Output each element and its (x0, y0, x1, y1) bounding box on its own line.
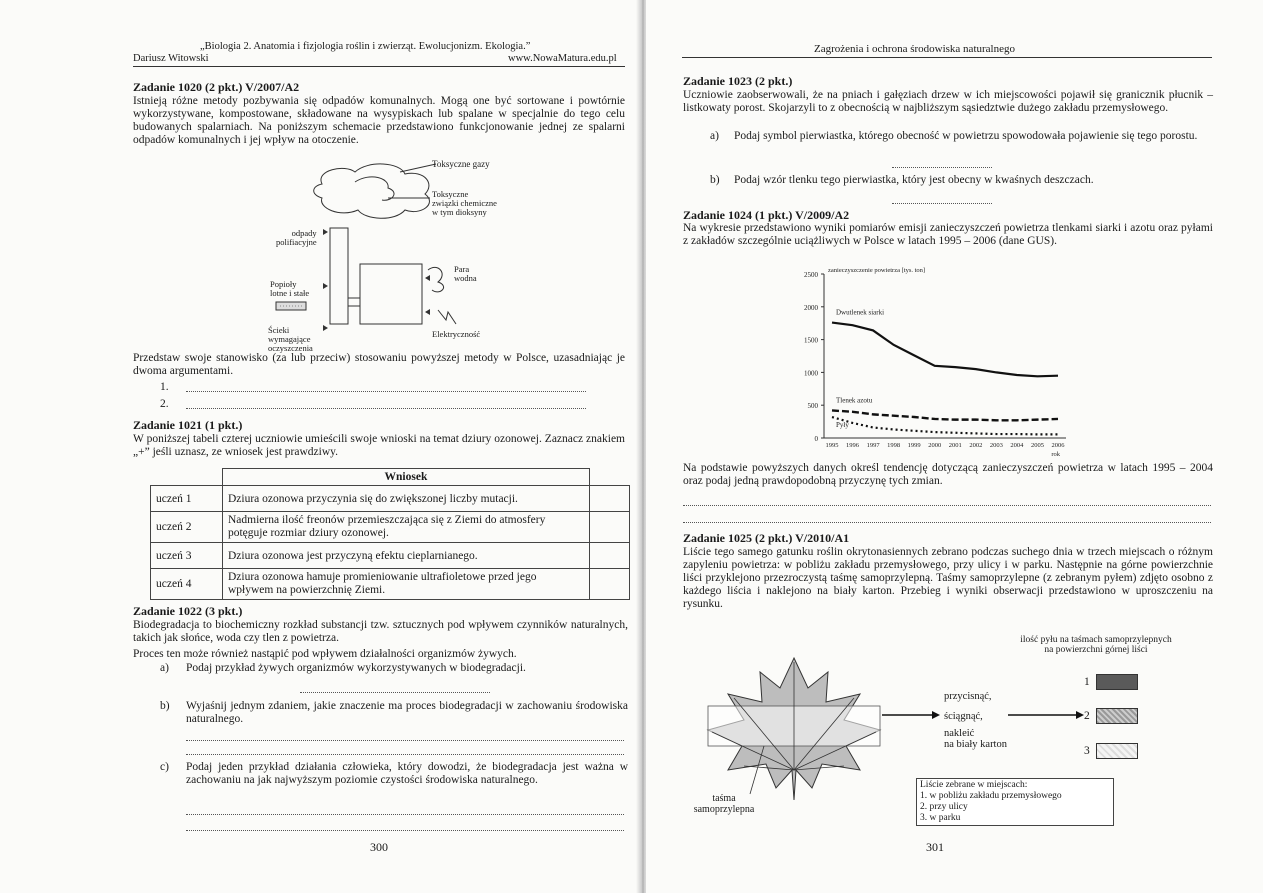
label-toxic-chemicals: Toksyczne związki chemiczne w tym dioksyny (432, 189, 497, 217)
z1022-a-answer[interactable] (300, 682, 490, 693)
z1022-a-label: a) (160, 662, 169, 674)
z1023-b-label: b) (710, 174, 720, 186)
table-row (151, 569, 630, 600)
z1022-b: Wyjaśnij jednym zdaniem, jakie znaczenie ma proces biodegradacji w zachowaniu środowiska naturalnego. (186, 700, 628, 725)
dust-strip-1 (1096, 674, 1138, 690)
z1023-a-label: a) (710, 130, 719, 142)
mark-cell[interactable] (589, 486, 629, 512)
step-glue: nakleić na biały karton (944, 728, 1007, 750)
z1024-answer-1[interactable] (683, 495, 1211, 506)
strip-label-3: 3 (1084, 745, 1090, 757)
series-line-0 (832, 323, 1058, 377)
z1022-c-answer-1[interactable] (186, 804, 624, 815)
x-tick-label: 2004 (1010, 442, 1024, 449)
step-press: przycisnąć, (944, 691, 992, 702)
table-row (151, 512, 630, 543)
left-header-author: Dariusz Witowski (133, 53, 209, 64)
y-tick-label: 1000 (804, 369, 818, 378)
y-tick-label: 0 (814, 435, 818, 443)
furnace-icon (360, 264, 422, 324)
series-label: Tlenek azotu (836, 396, 873, 405)
strip-label-2: 2 (1084, 710, 1090, 722)
y-tick-label: 2500 (804, 271, 818, 279)
series-line-1 (832, 410, 1058, 420)
table-row (151, 486, 630, 512)
series-label: Dwutlenek siarki (836, 308, 885, 317)
z1020-answer-1-label: 1. (160, 381, 169, 393)
z1025-intro: Liście tego samego gatunku roślin okrytonasiennych zebrano podczas suchego dnia w trzech miejscach o różnym zapyleniu powietrza: w pobliżu zakładu przemysłowego, przy ulicy i w parku. Następnie na górne powierzchnie liści przyklejono przezroczystą taśmę samoprzylepną. Taśmy samoprzylepne (z zebranym pyłem) zdjęto osobno z każdego liścia i naklejono na biały karton. Przebieg i wyniki obserwacji przedstawiono w uproszczeniu na rysunku. (683, 546, 1213, 610)
student-cell: uczeń 4 (151, 569, 223, 600)
legend-item: 2. przy ulicy (920, 802, 968, 812)
left-header-url: www.NowaMatura.edu.pl (508, 53, 617, 64)
z1021-intro: W poniższej tabeli czterej uczniowie umieścili swoje wnioski na temat dziury ozonowej. Zaznacz znakiem „+” jeśli uznasz, ze wniosek jest prawdziwy. (133, 433, 625, 458)
y-tick-label: 2000 (804, 303, 818, 312)
location-legend (916, 778, 1114, 826)
emission-chart (776, 262, 1076, 458)
label-toxic-gases: Toksyczne gazy (432, 159, 490, 169)
label-sewage: Ścieki wymagające oczyszczenia (268, 325, 313, 353)
label-ash: Popioły lotne i stałe (270, 279, 310, 298)
maple-leaf-icon (704, 654, 884, 804)
arrow-right-icon (1008, 708, 1086, 722)
x-tick-label: 2003 (989, 442, 1003, 449)
legend-title: Liście zebrane w miejscach: (920, 780, 1028, 790)
z1022-title: Zadanie 1022 (3 pkt.) (133, 604, 243, 618)
table-row (151, 543, 630, 569)
conclusion-cell: Nadmierna ilość freonów przemieszczająca się z Ziemi do atmosfery potęguje rozmiar dziury ozonowej. (222, 512, 589, 543)
ozone-table (150, 468, 630, 600)
z1022-c: Podaj jeden przykład działania człowieka, który dowodzi, że biodegradacja jest ważna w zachowaniu na jak najwyższym poziomie czystości środowiska naturalnego. (186, 761, 628, 786)
x-tick-label: 1996 (846, 442, 860, 449)
z1024-answer-2[interactable] (683, 512, 1211, 523)
z1024-title: Zadanie 1024 (1 pkt.) V/2009/A2 (683, 208, 850, 222)
left-header-title: „Biologia 2. Anatomia i fizjologia roślin i zwierząt. Ewolucjonizm. Ekologia.” (200, 41, 531, 52)
z1022-b-answer-1[interactable] (186, 730, 624, 741)
x-tick-label: 2006 (1051, 442, 1065, 449)
x-tick-label: 2001 (948, 442, 962, 449)
label-steam: Para wodna (454, 264, 477, 283)
legend-item: 1. w pobliżu zakładu przemysłowego (920, 791, 1062, 801)
z1020-answer-2-label: 2. (160, 398, 169, 410)
z1023-a-answer[interactable] (892, 157, 992, 168)
table-header-wniosek: Wniosek (222, 469, 589, 486)
page-number-right: 301 (926, 840, 944, 854)
mark-cell[interactable] (589, 569, 629, 600)
page-number-left: 300 (370, 840, 388, 854)
z1023-intro: Uczniowie zaobserwowali, że na pniach i gałęziach drzew w ich miejscowości pojawił się granicznik płucnik – listkowaty porost. Skojarzyli to z obecnością w najbliższym sąsiedztwie dużego zakładu przemysłowego. (683, 89, 1213, 114)
mark-cell[interactable] (589, 512, 629, 543)
x-tick-label: 2005 (1030, 442, 1044, 449)
x-tick-label: 1995 (825, 442, 839, 449)
label-electricity: Elektryczność (432, 329, 481, 339)
tape-label: taśma samoprzylepna (693, 793, 755, 815)
step-pull: ściągnąć, (944, 711, 983, 722)
z1021-title: Zadanie 1021 (1 pkt.) (133, 418, 243, 432)
x-tick-label: 1998 (887, 442, 901, 449)
z1020-answer-1-line[interactable] (186, 381, 586, 392)
z1022-b-answer-2[interactable] (186, 744, 624, 755)
z1023-b-answer[interactable] (892, 193, 992, 204)
steam-icon (428, 267, 444, 292)
x-axis-label: rok (1051, 451, 1060, 458)
student-cell: uczeń 2 (151, 512, 223, 543)
y-tick-label: 500 (807, 402, 818, 411)
z1022-intro1: Biodegradacja to biochemiczny rozkład substancji tzw. sztucznych pod wpływem czynników naturalnych, takich jak słońce, woda czy tlen z powietrza. (133, 619, 628, 644)
z1024-intro: Na wykresie przedstawiono wyniki pomiarów emisji zanieczyszczeń powietrza tlenkami siarki i azotu oraz pyłami z zakładów szczególnie uciążliwych w Polsce w latach 1995 – 2006 (dane GUS). (683, 222, 1213, 247)
z1022-a: Podaj przykład żywych organizmów wykorzystywanych w biodegradacji. (186, 662, 526, 674)
z1025-title: Zadanie 1025 (2 pkt.) V/2010/A1 (683, 531, 850, 545)
y-axis-label: zanieczyszczenie powietrza [tys. ton] (828, 267, 926, 274)
lightning-icon (438, 310, 456, 324)
z1023-b: Podaj wzór tlenku tego pierwiastka, który jest obecny w kwaśnych deszczach. (734, 174, 1094, 186)
z1020-intro: Istnieją różne metody pozbywania się odpadów komunalnych. Mogą one być sortowane i powtórnie wykorzystywane, kompostowane, składowane na wysypiskach lub spalane w specjalnie do tego celu budowanych spalarniach. Na poniższym schemacie przedstawiono funkcjonowanie jednej ze spalarni odpadów komunalnych i jej wpływ na otoczenie. (133, 95, 625, 146)
z1023-a: Podaj symbol pierwiastka, którego obecność w powietrzu spowodowała pojawienie się tego porostu. (734, 130, 1198, 142)
z1024-question: Na podstawie powyższych danych określ tendencję dotyczącą zanieczyszczeń powietrza w latach 1995 – 2004 oraz podaj jedną prawdopodobną przyczynę tych zmian. (683, 462, 1213, 487)
z1022-intro2: Proces ten może również nastąpić pod wpływem działalności organizmów żywych. (133, 648, 517, 660)
dust-caption: ilość pyłu na taśmach samoprzylepnych na powierzchni górnej liści (1020, 635, 1172, 655)
dust-strip-3 (1096, 743, 1138, 759)
right-header-title: Zagrożenia i ochrona środowiska naturalnego (814, 43, 1015, 55)
series-label: Pyły (836, 421, 849, 430)
z1022-c-label: c) (160, 761, 169, 773)
right-header-rule (682, 57, 1212, 58)
x-tick-label: 2002 (969, 442, 983, 449)
z1022-b-label: b) (160, 700, 170, 712)
x-tick-label: 1999 (907, 442, 921, 449)
arrow-right-icon (882, 708, 942, 722)
strip-label-1: 1 (1084, 676, 1090, 688)
y-tick-label: 1500 (804, 336, 818, 345)
dust-strip-2 (1096, 708, 1138, 724)
x-tick-label: 1997 (866, 442, 880, 449)
left-header-rule (133, 66, 625, 67)
z1020-answer-2-line[interactable] (186, 398, 586, 409)
mark-cell[interactable] (589, 543, 629, 569)
conclusion-cell: Dziura ozonowa przyczynia się do zwiększonej liczby mutacji. (222, 486, 589, 512)
z1023-title: Zadanie 1023 (2 pkt.) (683, 74, 793, 88)
label-waste: odpady polifiacyjne (276, 228, 317, 247)
student-cell: uczeń 3 (151, 543, 223, 569)
z1020-question: Przedstaw swoje stanowisko (za lub przeciw) stosowaniu powyższej metody w Polsce, uzasadniając je dwoma argumentami. (133, 352, 625, 377)
conclusion-cell: Dziura ozonowa jest przyczyną efektu cieplarnianego. (222, 543, 589, 569)
gas-cloud-icon (314, 164, 430, 218)
right-page (646, 0, 1263, 893)
z1020-title: Zadanie 1020 (2 pkt.) V/2007/A2 (133, 80, 300, 94)
student-cell: uczeń 1 (151, 486, 223, 512)
legend-item: 3. w parku (920, 813, 961, 823)
z1022-c-answer-2[interactable] (186, 820, 624, 831)
conclusion-cell: Dziura ozonowa hamuje promieniowanie ultrafioletowe przed jego wpływem na powierzchnię Ziemi. (222, 569, 589, 600)
x-tick-label: 2000 (928, 442, 942, 449)
